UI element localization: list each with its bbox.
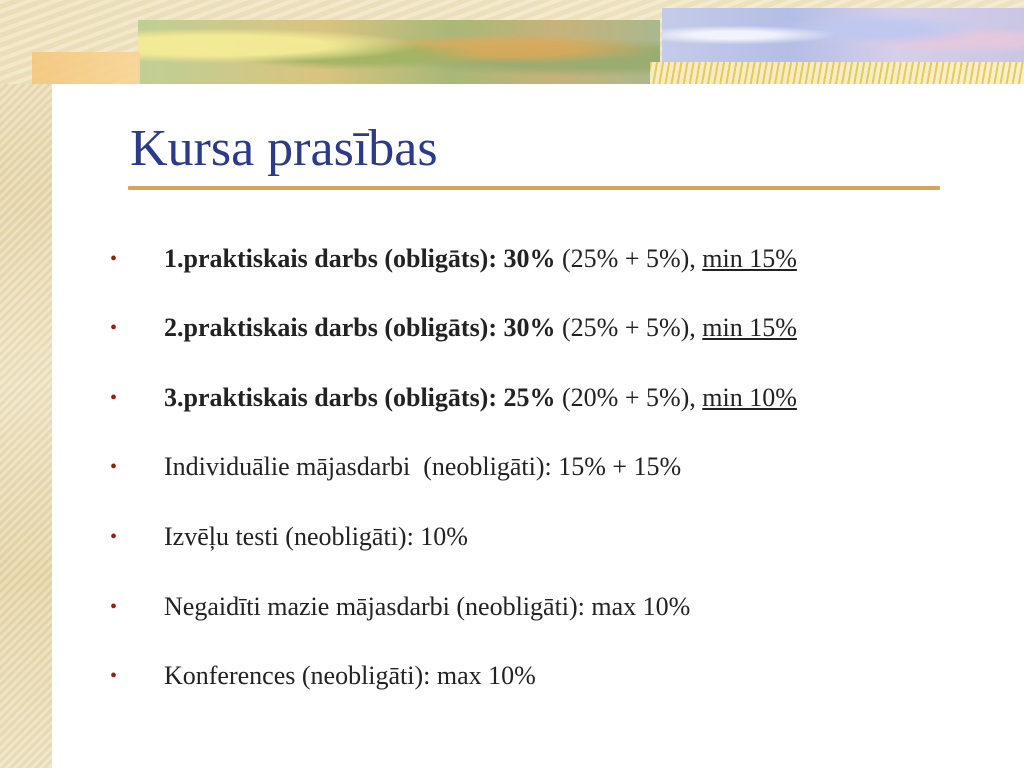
bullet-icon: • xyxy=(110,387,118,409)
list-item xyxy=(110,587,1010,627)
list-item xyxy=(110,378,1010,418)
bullet-icon: • xyxy=(110,665,118,687)
bullet-icon: • xyxy=(110,317,118,339)
left-decor-strip xyxy=(0,0,52,768)
item-text: Individuālie mājasdarbi (neobligāti): 15% + 15% xyxy=(164,452,682,481)
blue-photo-banner xyxy=(662,8,1024,62)
list-item xyxy=(110,447,1010,487)
bullet-icon: • xyxy=(110,248,118,270)
bullet-icon: • xyxy=(110,526,118,548)
list-item xyxy=(110,656,1010,696)
leaf-photo-banner xyxy=(138,20,660,84)
item-detail: (25% + 5%), xyxy=(555,244,703,273)
list-item xyxy=(110,517,1010,557)
bullet-icon: • xyxy=(110,456,118,478)
item-detail: (25% + 5%), xyxy=(555,313,703,342)
list-item xyxy=(110,308,1010,348)
grass-decor-strip xyxy=(650,62,1024,84)
item-strong: 1.praktiskais darbs (obligāts): 30% xyxy=(164,244,556,273)
item-min: min 10% xyxy=(702,383,797,412)
slide-title: Kursa prasības xyxy=(130,120,438,177)
item-min: min 15% xyxy=(702,313,797,342)
bullet-icon: • xyxy=(110,596,118,618)
title-underline-rule xyxy=(128,186,940,190)
orange-accent-block xyxy=(32,52,140,84)
item-detail: (20% + 5%), xyxy=(555,383,703,412)
item-text: Negaidīti mazie mājasdarbi (neobligāti): max 10% xyxy=(164,592,691,621)
item-strong: 3.praktiskais darbs (obligāts): 25% xyxy=(164,383,556,412)
item-strong: 2.praktiskais darbs (obligāts): 30% xyxy=(164,313,556,342)
item-text: Konferences (neobligāti): max 10% xyxy=(164,661,536,690)
item-min: min 15% xyxy=(702,244,797,273)
list-item xyxy=(110,239,1010,279)
item-text: Izvēļu testi (neobligāti): 10% xyxy=(164,522,468,551)
